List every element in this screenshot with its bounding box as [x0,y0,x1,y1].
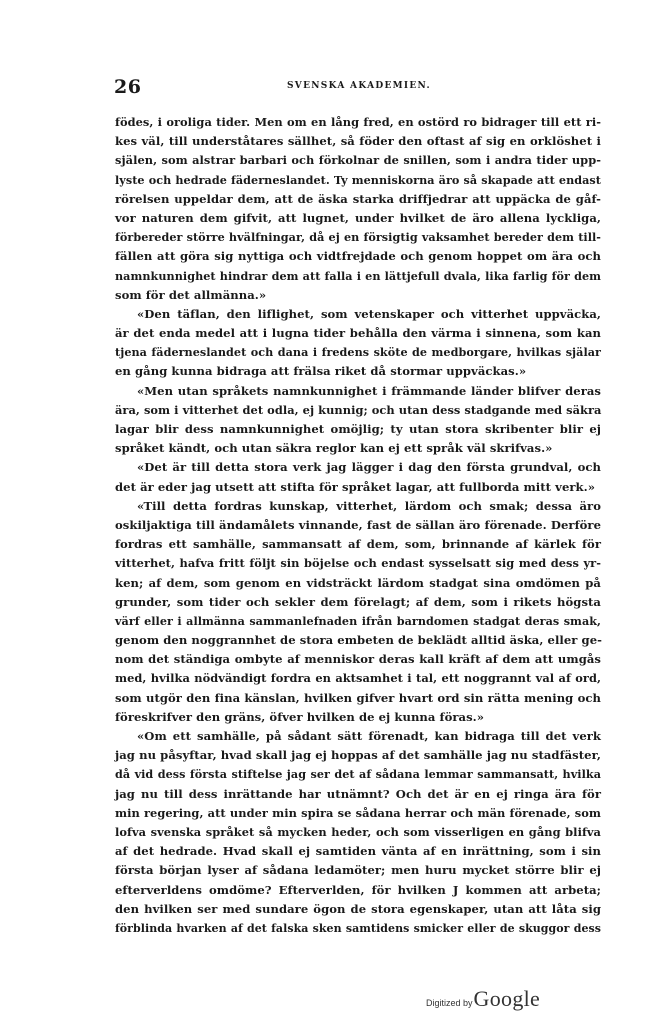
text-line: födes, i oroliga tider. Men om en lång fred, en ostörd ro bidrager till ett ri- [115,115,601,129]
text-line: af det hedrade. Hvad skall ej samtiden vänta af en inrättning, som i sin [115,844,601,859]
text-line: rörelsen uppeldar dem, att de äska starka driffjedrar att uppäcka de gåf- [115,191,601,206]
text-line: lagar blir dess namnkunnighet omöjlig; ty utan stora skribenter blir ej [115,422,601,436]
text-line: en gång kunna bidraga att frälsa riket då stormar uppväckas.» [115,364,527,379]
text-line: första början lyser af sådana ledamöter; men huru mycket större blir ej [115,863,601,878]
text-line: «Om ett samhälle, på sådant sätt förenadt, kan bidraga till det verk [137,729,601,743]
text-line: ära, som i vitterhet det odla, ej kunnig; och utan dess stadgande med säkra [115,402,602,417]
text-line: tjena fäderneslandet och dana i fredens sköte de medborgare, hvilkas själar [115,345,601,360]
text-line: nom det ständiga ombyte af menniskor deras kall kräft af dem att umgås [115,652,601,667]
text-line: genom den noggrannhet de stora embeten de beklädt alltid äska, eller ge- [115,633,602,648]
text-line: «Men utan språkets namnkunnighet i främmande länder blifver deras [137,383,601,398]
text-line: fordras ett samhälle, sammansatt af dem, som, brinnande af kärlek för [115,537,601,552]
page-number: 26 [114,76,142,98]
text-line: värf eller i allmänna sammanlefnaden ifrån barndomen stadgat deras smak, [115,613,601,628]
text-line: ken; af dem, som genom en vidsträckt lärdom stadgat sina omdömen på [115,575,601,590]
text-line: själen, som alstrar barbari och förkolnar de snillen, som i andra tider upp- [115,153,601,168]
text-line: efterverldens omdöme? Efterverlden, för hvilken J kommen att arbeta; [115,882,601,897]
text-line: förbereder större hvälfningar, då ej en försigtig vaksamhet bereder dem till- [115,230,601,245]
text-line: kes väl, till underståtares sällhet, så föder den oftast af sig en orklöshet i [115,134,601,149]
text-line: lofva svenska språket så mycken heder, och som visserligen en gång blifva [115,824,601,839]
text-line: med, hvilka nödvändigt fordra en aktsamhet i tal, ett noggrannt val af ord, [115,671,601,686]
text-line: oskiljaktiga till ändamålets vinnande, fast de sällan äro förenade. Derföre [115,517,601,532]
text-line: «Det är till detta stora verk jag lägger i dag den första grundval, och [137,460,601,475]
text-line: som för det allmänna.» [115,287,267,302]
text-line: då vid dess första stiftelse jag ser det af sådana lemmar sammansatt, hvilka [115,767,601,782]
text-line: jag nu till dess inrättande har utnämnt? Och det är en ej ringa ära för [115,786,601,801]
text-line: min regering, att under min spira se sådana herrar och män förenade, som [115,805,601,820]
google-logo: Google [473,986,541,1011]
body-text [115,113,601,938]
text-line: språket kändt, och utan säkra reglor kan ej ett språk väl skrifvas.» [115,441,553,456]
text-line: «Till detta fordras kunskap, vitterhet, lärdom och smak; dessa äro [137,498,601,513]
text-line: «Den täflan, den liflighet, som vetenskaper och vitterhet uppväcka, [137,306,601,321]
text-line: det är eder jag utsett att stifta för språket lagar, att fullborda mitt verk.» [115,479,595,494]
text-line: jag nu påsyftar, hvad skall jag ej hoppas af det samhälle jag nu stadfäster, [115,748,601,763]
text-line: grunder, som tider och sekler dem förelagt; af dem, som i rikets högsta [115,594,601,609]
text-line: är det enda medel att i lugna tider behålla den värma i sinnena, som kan [115,326,601,341]
text-line: namnkunnighet hindrar dem att falla i en lättjefull dvala, lika farlig för dem [115,268,601,283]
text-line: den hvilken ser med sundare ögon de stora egenskaper, utan att låta sig [115,901,601,916]
running-head: SVENSKA AKADEMIEN. [287,81,431,91]
text-line: som utgör den fina känslan, hvilken gifver hvart ord sin rätta mening och [115,690,601,705]
digitized-by-google-watermark [426,986,540,1012]
text-line: fällen att göra sig nyttiga och vidtfrejdade och genom hoppet om ära och [115,249,601,264]
text-line: vor naturen dem gifvit, att lugnet, under hvilket de äro allena lyckliga, [115,210,601,225]
text-line: förblinda hvarken af det falska sken samtidens smicker eller de skuggor dess [115,921,601,935]
text-line: lyste och hedrade fäderneslandet. Ty menniskorna äro så skapade att endast [115,172,601,187]
text-line: vitterhet, hafva fritt följt sin böjelse och endast sysselsatt sig med dess yr- [115,556,601,571]
text-line: föreskrifver den gräns, öfver hvilken de ej kunna föras.» [115,709,485,724]
digitized-by-label: Digitized by [426,998,473,1008]
